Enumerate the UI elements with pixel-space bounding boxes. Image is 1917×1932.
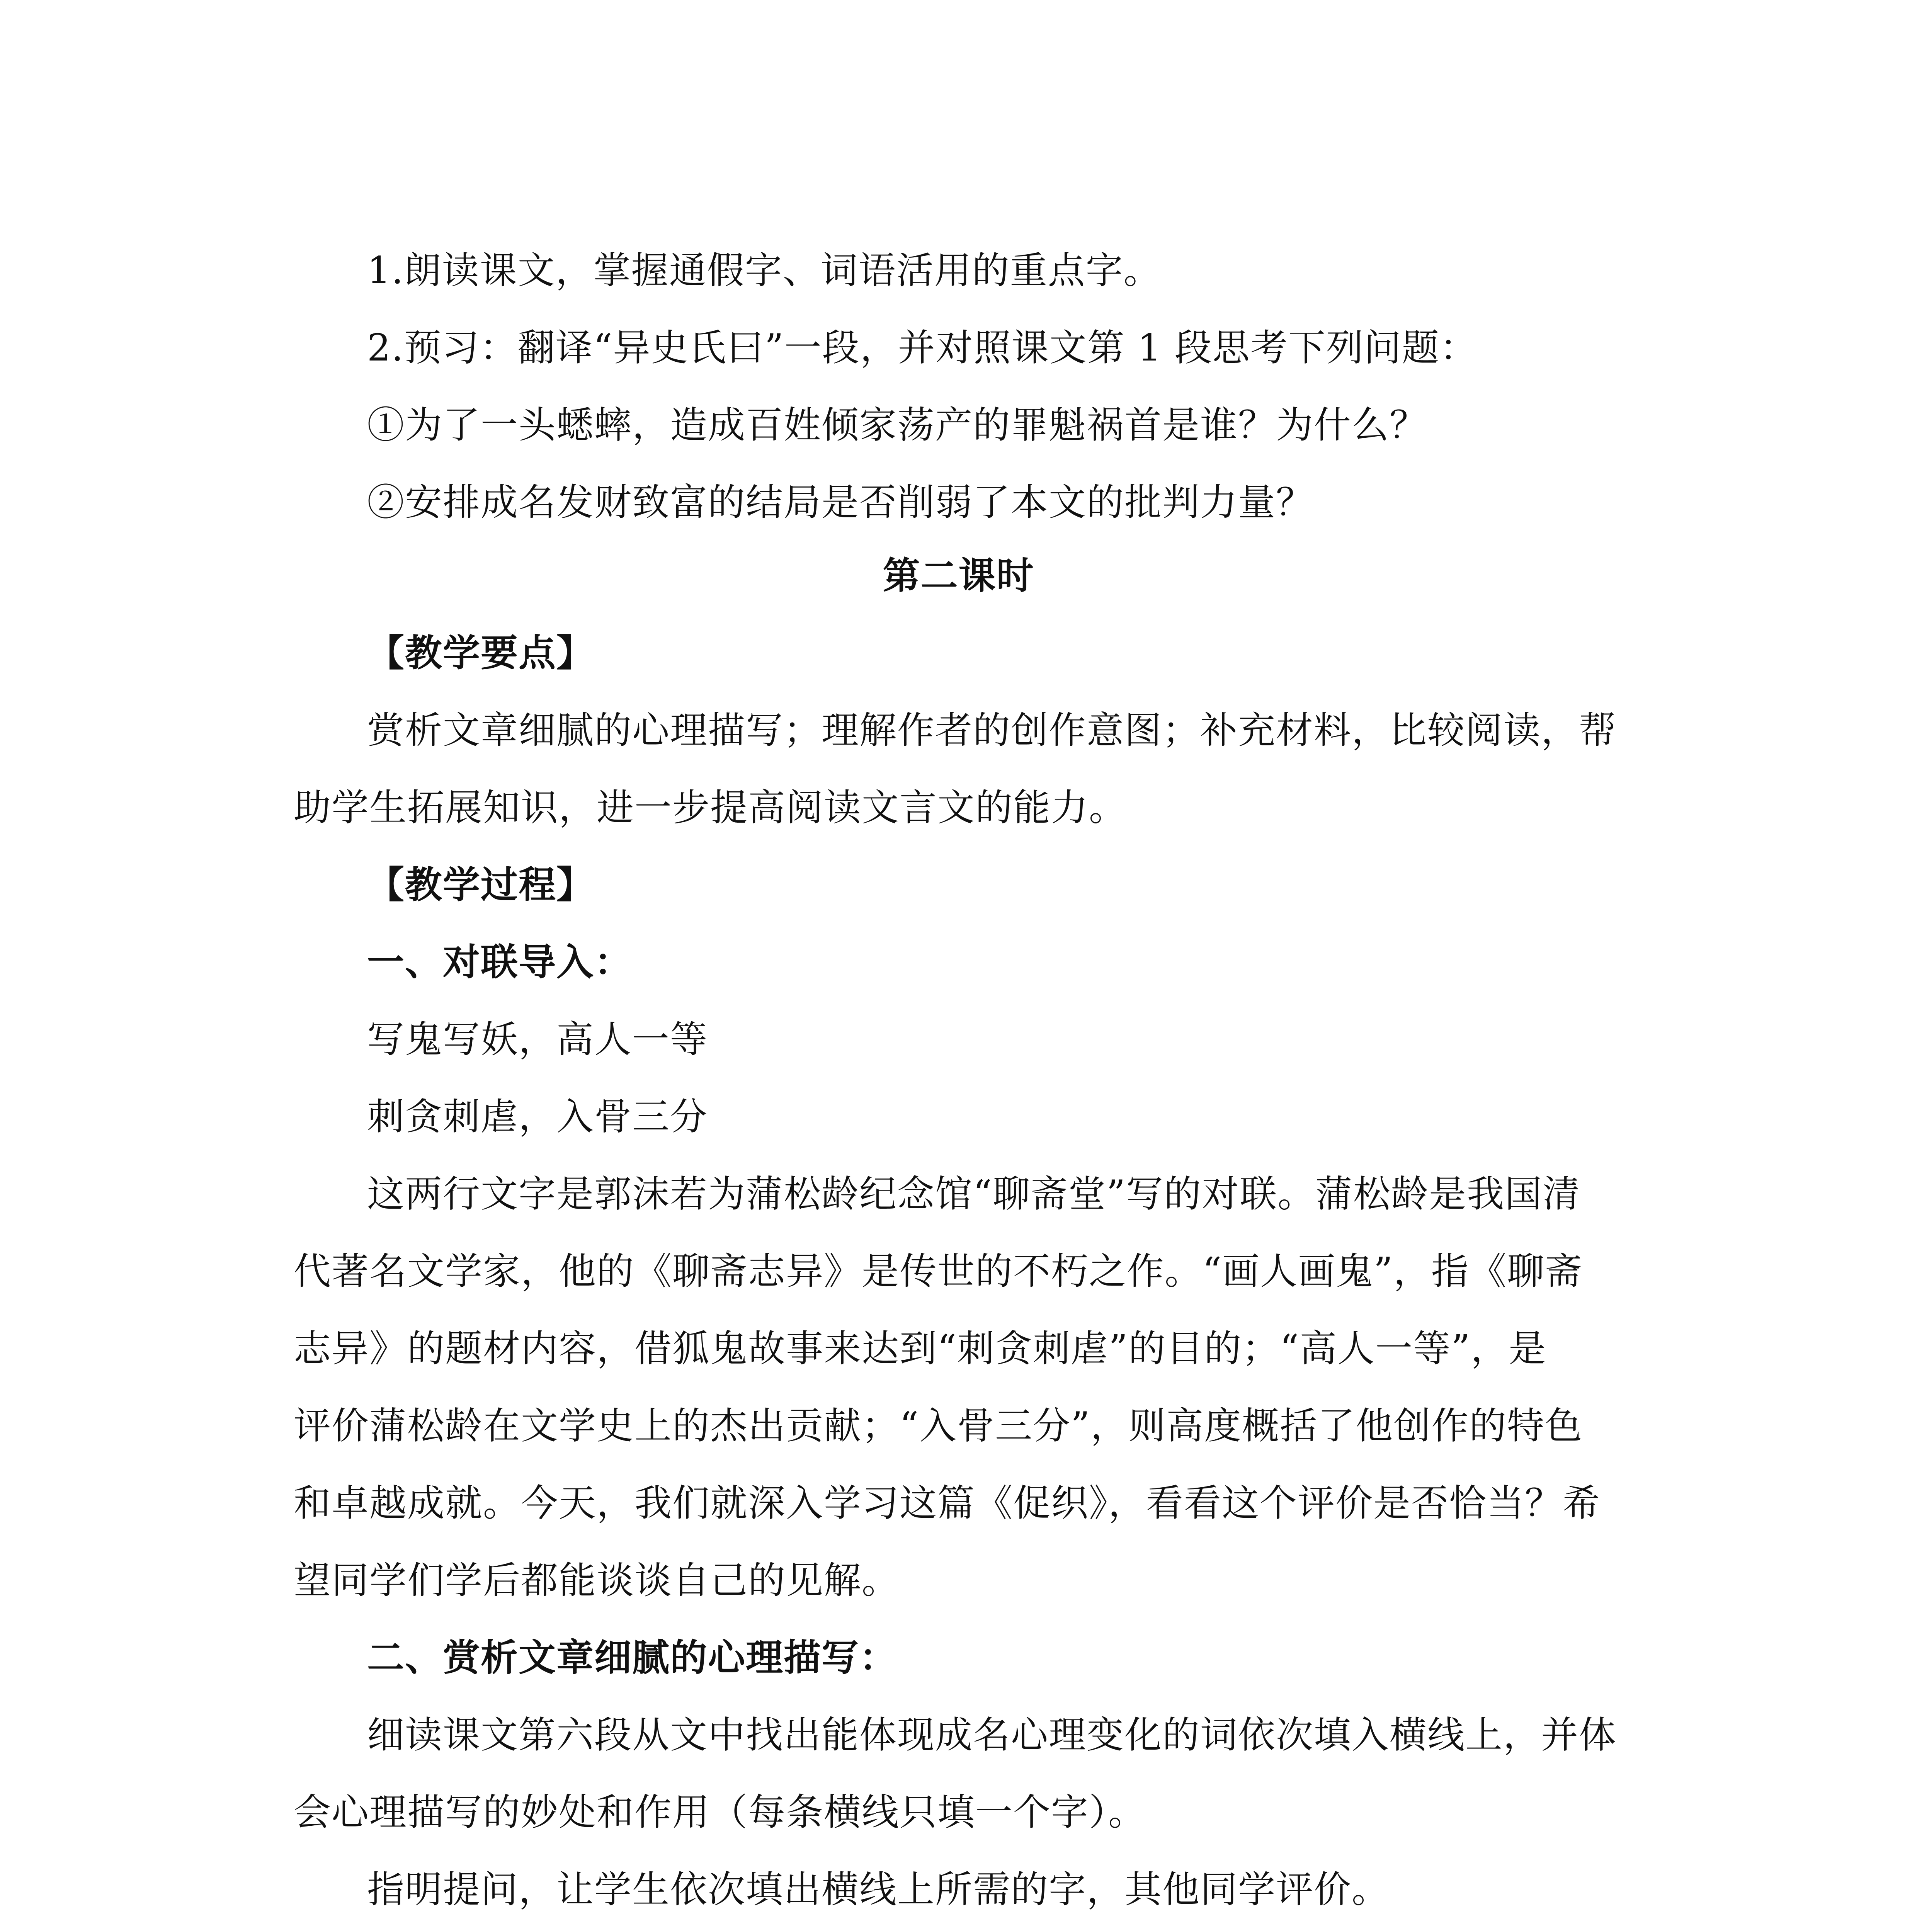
question-2: ②安排成名发财致富的结局是否削弱了本文的批判力量？ xyxy=(367,481,1314,524)
section-title: 第二课时 xyxy=(883,554,1034,597)
paragraph-line: 细读课文第六段从文中找出能体现成名心理变化的词依次填入横线上，并体 xyxy=(367,1713,1617,1757)
couplet-line-1: 写鬼写妖，高人一等 xyxy=(367,1018,708,1061)
heading-couplet-intro: 一、对联导入： xyxy=(367,940,632,984)
paragraph-line: 和卓越成就。今天，我们就深入学习这篇《促织》，看看这个评价是否恰当？希 xyxy=(294,1481,1601,1525)
prep-item-1: 1.朗读课文，掌握通假字、词语活用的重点字。 xyxy=(367,249,1162,292)
paragraph-line: 代著名文学家，他的《聊斋志异》是传世的不朽之作。“画人画鬼”，指《聊斋 xyxy=(294,1250,1583,1293)
heading-psychology: 二、赏析文章细腻的心理描写： xyxy=(367,1636,897,1679)
paragraph-line: 这两行文字是郭沫若为蒲松龄纪念馆“聊斋堂”写的对联。蒲松龄是我国清 xyxy=(367,1172,1581,1216)
paragraph-line: 望同学们学后都能谈谈自己的见解。 xyxy=(294,1559,900,1602)
prep-item-2: 2.预习：翻译“异史氏曰”一段，并对照课文第 1 段思考下列问题： xyxy=(367,326,1478,369)
paragraph-line: 指明提问，让学生依次填出横线上所需的字，其他同学评价。 xyxy=(367,1868,1390,1911)
heading-teaching-points: 【教学要点】 xyxy=(367,631,594,675)
paragraph-line: 会心理描写的妙处和作用（每条横线只填一个字）。 xyxy=(294,1791,1146,1834)
paragraph-line: 助学生拓展知识，进一步提高阅读文言文的能力。 xyxy=(294,786,1127,829)
paragraph-line: 志异》的题材内容，借狐鬼故事来达到“刺贪刺虐”的目的；“高人一等”，是 xyxy=(294,1327,1547,1370)
paragraph-line: 赏析文章细腻的心理描写；理解作者的创作意图；补充材料，比较阅读，帮 xyxy=(367,709,1617,752)
question-1: ①为了一头蟋蟀，造成百姓倾家荡产的罪魁祸首是谁？为什么？ xyxy=(367,403,1427,447)
couplet-line-2: 刺贪刺虐，入骨三分 xyxy=(367,1095,708,1138)
paragraph-line: 评价蒲松龄在文学史上的杰出贡献；“入骨三分”，则高度概括了他创作的特色 xyxy=(294,1404,1583,1447)
heading-teaching-process: 【教学过程】 xyxy=(367,863,594,906)
